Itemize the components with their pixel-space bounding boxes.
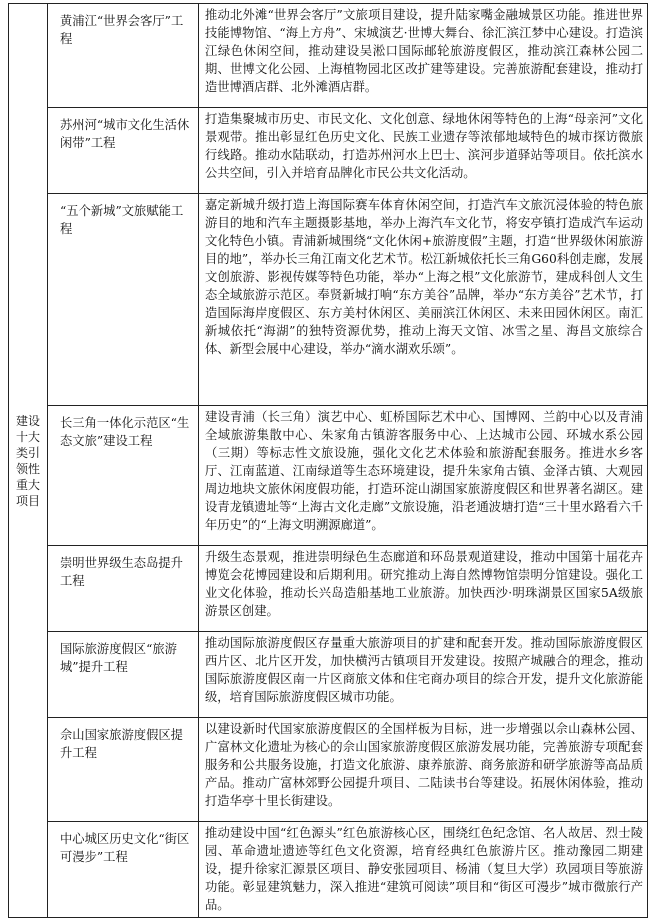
- project-description: 升级生态景观，推进崇明绿色生态廊道和环岛景观道建设，推动中国第十届花卉博览会花博园建设和后期利用。研究推动上海自然博物馆崇明分馆建设。强化工业文化体验，推动长兴岛造船基地工业旅游。加快西沙·明珠湖景区国家5A级旅游景区创建。: [199, 546, 648, 632]
- table-row: [9, 546, 648, 632]
- project-description: 嘉定新城升级打造上海国际赛车体育休闲空间，打造汽车文旅沉浸体验的特色旅游目的地和汽车主题摄影基地，举办上海汽车文化节，将安亭镇打造成汽车运动文化特色小镇。青浦新城围绕“文化休闲+旅游度假”主题，打造“世界级休闲旅游目的地”，举办长三角江南文化艺术节。松江新城依托长三角G60科创走廊，发展文创旅游、影视传媒等特色功能，举办“上海之根”文化旅游节，建成科创人文生态全域旅游示范区。奉贤新城打响“东方美谷”品牌，举办“东方美谷”艺术节，打造国际海岸度假区、东方美村休闲区、美丽滨江休闲区、未来田园休闲区。南汇新城依托“海湖”的独特资源优势，推动上海天文馆、冰雪之星、海昌文旅综合体、新型会展中心建设，举办“滴水湖欢乐颂”。: [199, 194, 648, 406]
- project-description: 建设青浦（长三角）演艺中心、虹桥国际艺术中心、国博网、兰韵中心以及青浦全域旅游集散中心、朱家角古镇游客服务中心、上达城市公园、环城水系公园（三期）等标志性文旅设施，强化文化艺术体验和旅游配套服务。推进水乡客厅、江南蓝道、江南绿道等生态环境建设，提升朱家角古镇、金泽古镇、大观园周边地块文旅休闲度假功能，打造环淀山湖国家旅游度假区和世界著名湖区。建设青龙镇遗址等“上海古文化走廊”文旅设施，沿老通波塘打造“三十里水路看六千年历史”的“上海文明溯源廊道”。: [199, 406, 648, 546]
- project-name: 黄浦江“世界会客厅”工程: [48, 4, 199, 108]
- table-row: [9, 194, 648, 406]
- project-description: 推动国际旅游度假区存量重大旅游项目的扩建和配套开发。推动国际旅游度假区西片区、北片区开发，加快横沔古镇项目开发建设。按照产城融合的理念，推动国际旅游度假区南一片区商旅文体和住宅商办项目的综合开发，提升文化旅游能级，培育国际旅游度假区城市功能。: [199, 632, 648, 718]
- table-row: [9, 822, 648, 918]
- document-table-wrapper: [8, 3, 648, 918]
- table-row: [9, 718, 648, 822]
- projects-table-body: [9, 4, 648, 918]
- project-name: 崇明世界级生态岛提升工程: [48, 546, 199, 632]
- category-cell: [9, 4, 48, 918]
- table-row: [9, 108, 648, 194]
- table-row: [9, 632, 648, 718]
- project-name: 国际旅游度假区“旅游城”提升工程: [48, 632, 199, 718]
- table-row: [9, 406, 648, 546]
- project-name: “五个新城”文旅赋能工程: [48, 194, 199, 406]
- project-name: 长三角一体化示范区“生态文旅”建设工程: [48, 406, 199, 546]
- table-row: [9, 4, 648, 108]
- project-description: 推动北外滩“世界会客厅”文旅项目建设，提升陆家嘴金融城景区功能。推进世界技能博物馆、“海上方舟”、宋城演艺·世博大舞台、徐汇滨江梦中心建设。打造滨江绿色休闲空间，推动建设吴淞口国际邮轮旅游度假区，推动滨江森林公园二期、世博文化公园、上海植物园北区改扩建等建设。完善旅游配套建设，推动打造世博酒店群、北外滩酒店群。: [199, 4, 648, 108]
- project-description: 推动建设中国“红色源头”红色旅游核心区，围绕红色纪念馆、名人故居、烈士陵园、革命遗址遗迹等红色文化资源，培育经典红色旅游片区。推动豫园二期建设，提升徐家汇源景区项目、静安张园项目、杨浦（复旦大学）玖园项目等旅游功能。彰显建筑魅力，深入推进“建筑可阅读”项目和“街区可漫步”城市微旅行产品。: [199, 822, 648, 918]
- project-description: 打造集聚城市历史、市民文化、文化创意、绿地休闲等特色的上海“母亲河”文化景观带。推出彰显红色历史文化、民族工业遗存等浓郁地域特色的城市探访微旅行线路。推动水陆联动，打造苏州河水上巴士、滨河步道驿站等项目。依托滨水公共空间，引入并培育品牌化市民公共文化活动。: [199, 108, 648, 194]
- project-name: 中心城区历史文化“街区可漫步”工程: [48, 822, 199, 918]
- projects-table: [8, 3, 648, 918]
- project-name: 佘山国家旅游度假区提升工程: [48, 718, 199, 822]
- project-description: 以建设新时代国家旅游度假区的全国样板为目标，进一步增强以佘山森林公园、广富林文化遗址为核心的佘山国家旅游度假区旅游发展功能，完善旅游专项配套服务和公共服务设施，打造文化旅游、康养旅游、商务旅游和研学旅游等高品质产品。推动广富林郊野公园提升项目、二陆读书台等建设。拓展休闲体验，推动打造华亭十里长街建设。: [199, 718, 648, 822]
- project-name: 苏州河“城市文化生活休闲带”工程: [48, 108, 199, 194]
- category-label: 建设十大类引领性重大项目: [15, 413, 40, 508]
